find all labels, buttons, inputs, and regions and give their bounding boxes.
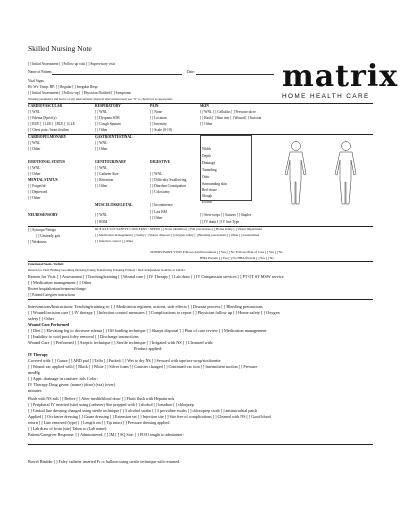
left-item-3[interactable]: [ ] Other (28, 172, 41, 176)
left-item-9[interactable]: [ ] Weakness (28, 240, 47, 244)
bottom-divider (28, 444, 373, 445)
wound-surrounding-label: Surrounding skin (202, 182, 227, 186)
body-back-figure (335, 142, 356, 205)
left-item-1[interactable]: [ ] Other (28, 147, 41, 151)
mid-item-13[interactable]: [ ] Last BM (150, 210, 167, 214)
mid-item-1[interactable]: [ ] Other (95, 147, 108, 151)
matrix-logo: matrix (282, 59, 399, 94)
grid-row-2-c1[interactable]: [ ] Edema (Specify) (28, 116, 57, 120)
wound-slough-label: Slough (202, 194, 213, 198)
vitals-row-2[interactable]: [ ] Initial Assessment [ ] Follow-up [ ] Physician Notified [ ] Symptoms (28, 91, 131, 95)
cardiopulmonary-label: CARDIOPULMONARY (28, 135, 67, 139)
mid-item-11[interactable]: [ ] Colostomy (150, 190, 170, 194)
date-label: Date: (187, 70, 195, 74)
supervisory-row-1[interactable]: SUPERVISORY VISIT Follows Aid Precautions [ ] Yes [ ] No Follows Plan of Care [ ] Yes [ ] No (150, 250, 283, 254)
mid-item-7[interactable]: [ ] ROM (95, 220, 108, 224)
logo-tagline: HOME HEALTH CARE (282, 93, 370, 100)
mid-item-3[interactable]: [ ] Catheter Size (95, 172, 119, 176)
col-pain-title: PAIN (150, 104, 159, 108)
grid-row-4-c2[interactable]: [ ] Other (95, 128, 108, 132)
body-diagram[interactable] (268, 140, 378, 208)
wound-depth-label: Depth (202, 154, 211, 158)
vitals-row[interactable]: Ht: Wt: Temp: BP: [ ] Regular [ ] Irregular Resp: (28, 85, 99, 89)
safety-row-3[interactable]: [ ] Infection control [ ] Other (95, 239, 134, 243)
mid-item-6[interactable]: [ ] WNL (95, 213, 108, 217)
warning-text: Warning parameters and notice of any interventions/ physical intervention need; see "X" or check box as appropriate (28, 97, 173, 101)
mid-item-2[interactable]: [ ] WNL (95, 166, 108, 170)
iv-row-11[interactable]: return [ ] Line removed (type) [ ] Length cm [ ] Tip intact [ ] Pressure dressing applied (28, 420, 170, 425)
iv-row-2[interactable]: [ ] Wound vac applied with [ ] Black [ ] White [ ] Silver foam [ ] Canister changed [ ] Continued vac tion [ ] Intermittent suction [ ] Pressure (28, 364, 258, 369)
grid-row-2-c3[interactable]: [ ] Location (150, 116, 167, 120)
left-item-6[interactable]: [ ] Other (28, 196, 41, 200)
grid-row-3-c3[interactable]: [ ] Intensity (150, 122, 167, 126)
grid-row-3-c4[interactable]: [ ] Other (200, 122, 213, 126)
grid-row-4-c1[interactable]: [ ] Chest pain / heart rhythm (28, 128, 69, 132)
wound-width-label: Width (202, 147, 211, 151)
emotional-status-label: EMOTIONAL STATUS (28, 160, 65, 164)
grid-row-1-c2[interactable]: [ ] WNL (95, 110, 108, 114)
grid-row-4-c3[interactable]: [ ] Scale (0-10) (150, 128, 172, 132)
recent-hospitalization[interactable]: Recent hospitalization/treatment/change: (28, 287, 87, 291)
musculoskeletal-label: MUSCULOSKELETAL (95, 203, 133, 207)
wound-care-row-2[interactable]: [ ] Inability to void post foley removal [ ] Discharge instructions (28, 334, 139, 339)
medication-management[interactable]: [ ] Medication management [ ] Other (28, 280, 92, 285)
mid-item-0[interactable]: [ ] WNL (95, 141, 108, 145)
mid-item-10[interactable]: [ ] Diarrhea Constipation (150, 184, 187, 188)
wound-eschar-label: Eschar (202, 200, 212, 204)
genitourinary-label: GENITOURINARY (95, 160, 127, 164)
body-front-figure (285, 142, 306, 205)
wound-tunneling-label: Tunneling (202, 168, 217, 172)
iv-row-6[interactable]: minutes (28, 388, 42, 393)
iv-row-4[interactable]: [ ] Appt: drainage in canister: mls Color: (28, 376, 98, 381)
right-item-1[interactable]: [ ] IV drain [ ] IV line Type (200, 220, 240, 224)
wound-odor-label: Odor (202, 175, 210, 179)
reason-for-visit[interactable]: Reason for Visit: [ ] Assessment [ ] Teaching/training [ ] Wound care [ ] IV Therapy [ ] Lab draw [ ] IV Compassion services [ ] PT OT ST MSW service (28, 274, 284, 279)
mid-item-9[interactable]: [ ] Difficulty Swallowing (150, 178, 187, 182)
iv-row-5[interactable]: IV Therapy Drug given: (name) (dose) (via) (over) (28, 382, 116, 387)
mid-item-12[interactable]: [ ] Incontinence (150, 203, 173, 207)
iv-row-14[interactable]: Bowel Bladder [ ] Foley catheter inserted Fr cc balloon using sterile technique with returned (28, 459, 180, 464)
safety-row-2[interactable]: [ ] Medication management [ ] Safety [ ] Sharps disposal [ ] Oxygen safety [ ] Bleeding precautions [ ] Other [ ] Generalized (95, 233, 260, 237)
functional-row[interactable]: Reason for Visit: Bathing Grooming Dressing Eating Transferring Toileting Primary / Instr independent in ADLs or IADLs (28, 268, 185, 272)
left-item-2[interactable]: [ ] WNL (28, 166, 41, 170)
iv-row-13[interactable]: Patient/Caregiver Response: [ ] Administered: [ ] IM [ ] SQ Site: [ ] PO/O taught to administer: (28, 432, 184, 437)
col-respiratory-title: RESPIRATORY (95, 104, 121, 108)
wound-care-row-1[interactable]: [ ] Diet [ ] Elevating leg to decrease edema [ ] Off loading technique [ ] Sharps disposal [ ] Plan of care review [ ] Medication management (28, 328, 267, 333)
functional-divider (28, 261, 373, 262)
col-skin-title: SKIN (200, 104, 209, 108)
date-field[interactable] (196, 74, 274, 75)
vital-signs-label: Vital Signs (28, 79, 44, 83)
grid-row-1-c3[interactable]: [ ] None (150, 110, 162, 114)
iv-row-10[interactable]: Applied [ ] Occlusive dressing [ ] Gauze dressing [ ] Extension set [ ] Injection site [ ] Site free of complications [ ] Cleaned with NS [ ] Good blood (28, 414, 271, 419)
grid-row-1-c1[interactable]: [ ] WNL (28, 110, 41, 114)
grid-row-1-c4[interactable]: [ ] WNL [ ] Cellulitis [ ] Pressure ulcer (200, 110, 256, 114)
iv-row-7[interactable]: Flush with NS mls [ ] Before [ ] After medth/blood draw [ ] Flush flush with Heparin mls (28, 396, 175, 401)
patient-caregiver-instructions[interactable]: [ ] Patient/Caregiver instructions (28, 293, 76, 297)
iv-row-9[interactable]: [ ] Central line dressing changed using sterile technique [ ] 3 alcohol swabs [ ] 3 providine swabs [ ] chloroprep swab [ ] antimicrobial patch (28, 408, 258, 413)
mid-item-14[interactable]: [ ] Other (150, 216, 163, 220)
right-item-0[interactable]: [ ] Steri-strips [ ] Sutures [ ] Staples (200, 213, 252, 217)
wound-drainage-label: Drainage (202, 161, 216, 165)
page-title: Skilled Nursing Note (28, 44, 92, 53)
iv-row-1[interactable]: Covered with: [ ] Gauze [ ] ABD pad [ ] Telfa [ ] Packed: [ ] Wet to dry NS [ ] Secured with tape/ace wrap/stockinette (28, 358, 221, 363)
iv-therapy-title: IV Therapy (28, 352, 48, 357)
functional-title: Functional Needs / Deficit: (28, 262, 65, 266)
mental-status-label: MENTAL STATUS (28, 178, 58, 182)
interventions-row-2[interactable]: [ ] Wound/incision care [ ] IV therapy [ ] Infection control measures [ ] Complications to report [ ] Physician follow up [ ] Home safety [ ] Oxygen (28, 310, 280, 315)
gastrointestinal-label: GASTROINTESTINAL (95, 135, 133, 139)
mid-item-5[interactable]: [ ] Other (95, 184, 108, 188)
patient-name-label: Name of Patient: (28, 70, 53, 74)
safety-row-1[interactable]: RUE RLE LLE SAFETY CONCERNS / NEEDS [ ] None identified [ ] Fall precautions [ ] Home safety [ ] Visual Impairment (95, 227, 262, 231)
interventions-row-3[interactable]: safety [ ] Other (28, 316, 55, 321)
supervisory-row-2[interactable]: HHA Present [ ] Yes [ ] No HHA Present [ ] Yes [ ] No (200, 256, 274, 260)
interventions-divider (28, 299, 373, 300)
wound-care-row-4[interactable]: Product applied: (134, 346, 163, 351)
wound-care-row-3[interactable]: Wound Care [ ] Performed [ ] Aseptic technique [ ] Sterile technique [ ] Irrigated with NS [ ] Cleansed with: (28, 340, 214, 345)
col-cardiovascular-title: CARDIOVASCULAR (28, 104, 63, 108)
neurosensory-label: NEUROSENSORY (28, 213, 58, 217)
iv-row-3[interactable]: mmHg (28, 370, 40, 375)
grid-row-2-c2[interactable]: [ ] Dyspnea SOB (95, 116, 120, 120)
grid-row-2-c4[interactable]: [ ] Rash [ ] Skin tear [ ] Wound [ ] Incision (200, 116, 262, 120)
grid-row-3-c2[interactable]: [ ] Cough Sputum (95, 122, 121, 126)
mid-item-8[interactable]: [ ] WNL (150, 172, 163, 176)
visit-type-row[interactable]: [ ] Initial Assessment [ ] Follow up visit [ ] Supervisory visit (28, 62, 115, 66)
digestive-label: DIGESTIVE (150, 160, 170, 164)
left-item-7[interactable]: [ ] Syncope/Vertigo (28, 228, 57, 232)
patient-name-field[interactable] (52, 74, 182, 75)
left-item-4[interactable]: [ ] Forgetful (28, 184, 46, 188)
interventions-row-1[interactable]: Interventions/Instructions: Teaching/training re: [ ] Medication regimen, actions, side effects [ ] Disease process [ ] Bleeding precautions (28, 304, 263, 309)
left-item-8[interactable]: [ ] Unsteady gait (36, 234, 61, 238)
grid-row-3-c1[interactable]: [ ] RUE [ ] LUE [ ] RLE [ ] LLE (28, 122, 76, 126)
left-item-0[interactable]: [ ] WNL (28, 141, 41, 145)
left-item-5[interactable]: [ ] Depressed (28, 190, 48, 194)
iv-row-8[interactable]: [ ] Peripheral IV inserted (site) using (catheter) Site prepped with [ ] alcohol [ ] betadine [ ] chlorprep (28, 402, 194, 407)
wound-care-title: Wound Care Performed (28, 322, 70, 327)
iv-row-12[interactable]: [ ] Lab draw of from (site) Taken to (Lab name): (28, 426, 108, 431)
mid-item-4[interactable]: [ ] Retention (95, 178, 114, 182)
wound-red-tissue-label: Red tissue (202, 188, 217, 192)
